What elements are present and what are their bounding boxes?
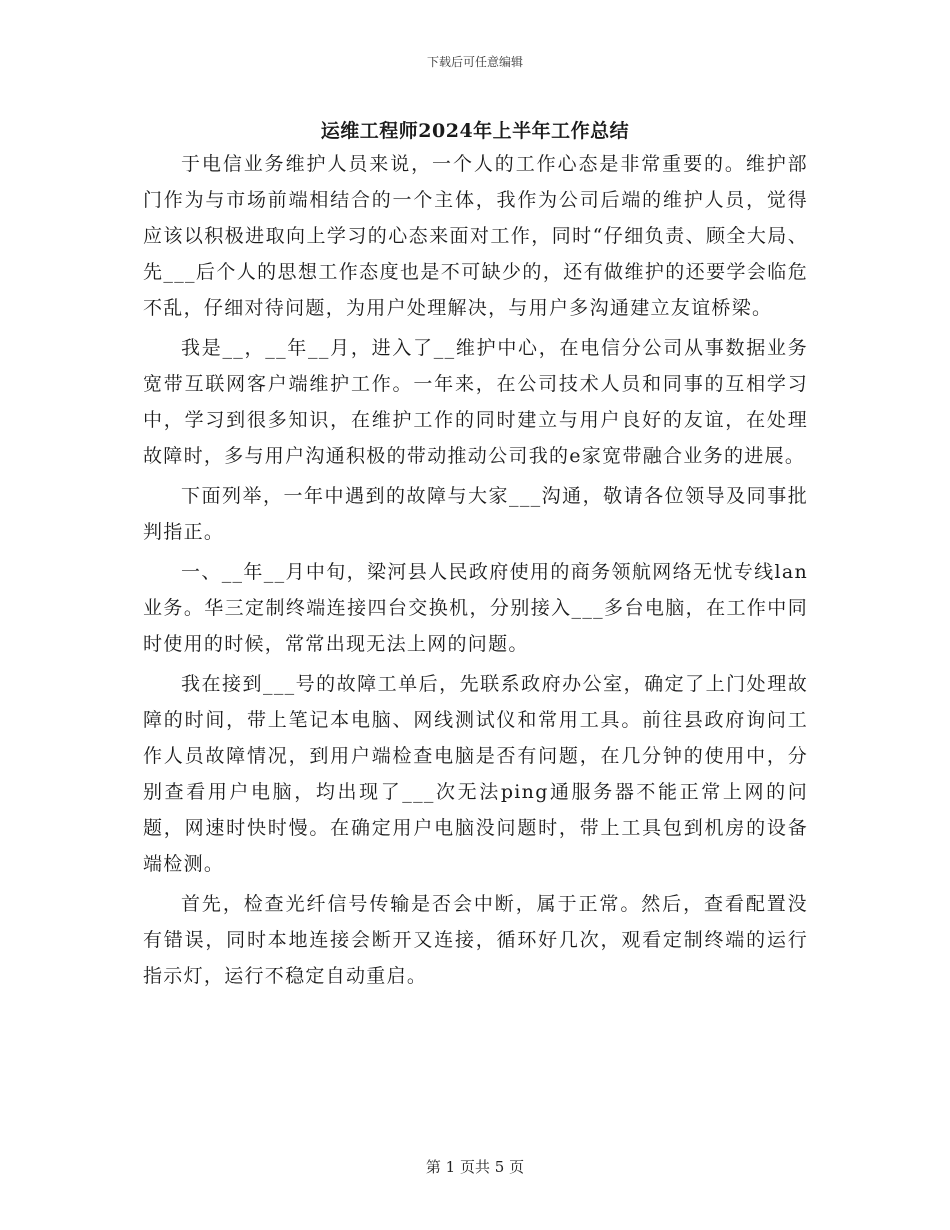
document-title: 运维工程师2024年上半年工作总结 bbox=[320, 120, 630, 142]
document-body bbox=[143, 146, 808, 998]
page-number: 第 1 页共 5 页 bbox=[425, 1158, 525, 1176]
paragraph-1: 于电信业务维护人员来说，一个人的工作心态是非常重要的。维护部门作为与市场前端相结合的一个主体，我作为公司后端的维护人员，觉得应该以积极进取向上学习的心态来面对工作，同时“仔细负责、顾全大局、先___后个人的思想工作态度也是不可缺少的，还有做维护的还要学会临危不乱，仔细对待问题，为用户处理解决，与用户多沟通建立友谊桥梁。 bbox=[143, 153, 808, 319]
paragraph-5: 我在接到___号的故障工单后，先联系政府办公室，确定了上门处理故障的时间，带上笔记本电脑、网线测试仪和常用工具。前往县政府询问工作人员故障情况，到用户端检查电脑是否有问题，在几分钟的使用中，分别查看用户电脑，均出现了___次无法ping通服务器不能正常上网的问题，网速时快时慢。在确定用户电脑没问题时，带上工具包到机房的设备端检测。 bbox=[143, 673, 808, 875]
paragraph-3: 下面列举，一年中遇到的故障与大家___沟通，敬请各位领导及同事批判指正。 bbox=[143, 485, 808, 543]
paragraph-4: 一、__年__月中旬，梁河县人民政府使用的商务领航网络无忧专线lan业务。华三定制终端连接四台交换机，分别接入___多台电脑，在工作中同时使用的时候，常常出现无法上网的问题。 bbox=[143, 561, 808, 655]
paragraph-2: 我是__，__年__月，进入了__维护中心，在电信分公司从事数据业务宽带互联网客户端维护工作。一年来，在公司技术人员和同事的互相学习中，学习到很多知识，在维护工作的同时建立与用户良好的友谊，在处理故障时，多与用户沟通积极的带动推动公司我的e家宽带融合业务的进展。 bbox=[143, 337, 808, 467]
download-edit-note: 下载后可任意编辑 bbox=[426, 55, 523, 69]
paragraph-6: 首先，检查光纤信号传输是否会中断，属于正常。然后，查看配置没有错误，同时本地连接会断开又连接，循环好几次，观看定制终端的运行指示灯，运行不稳定自动重启。 bbox=[143, 893, 808, 987]
